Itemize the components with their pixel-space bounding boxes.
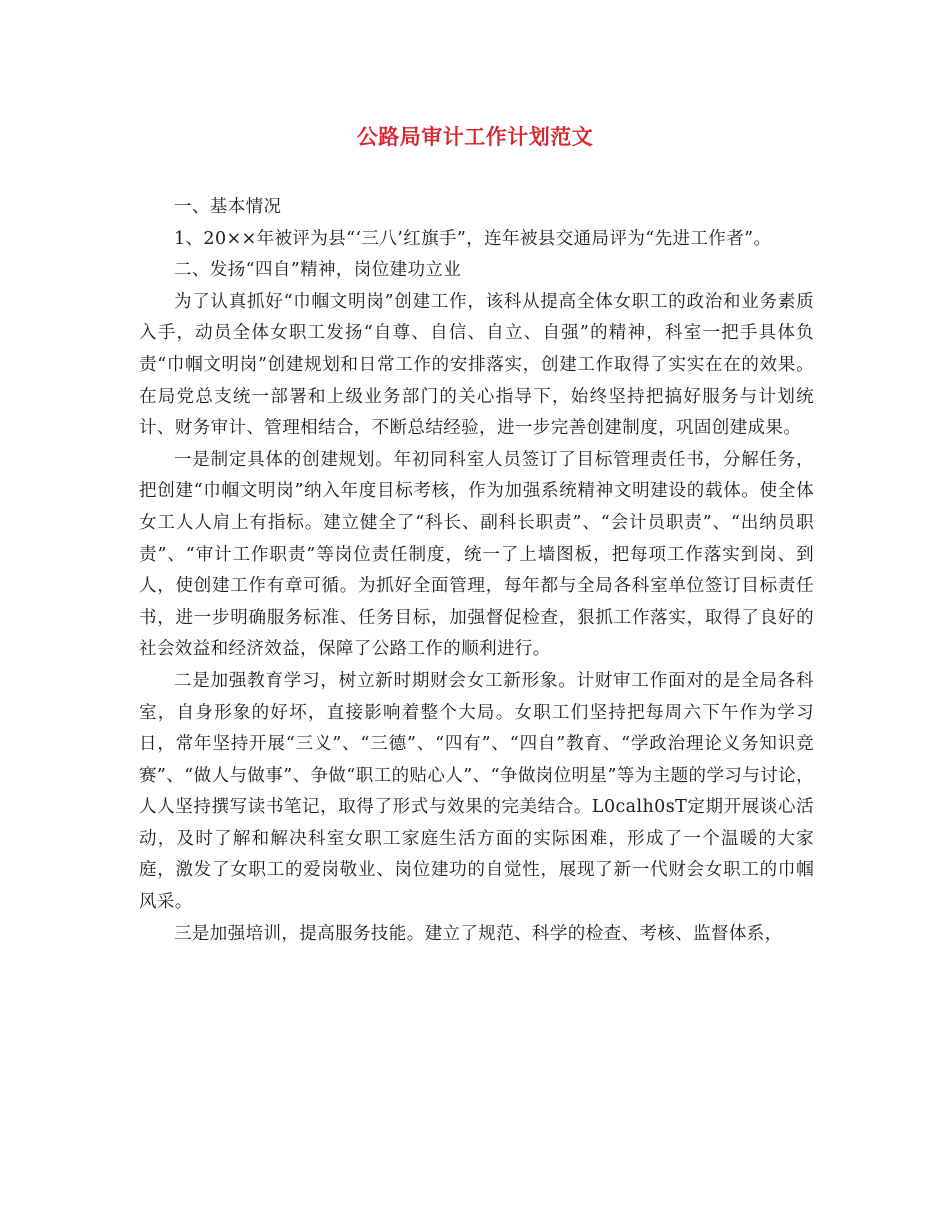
paragraph-award: 1、20××年被评为县“‘三八’红旗手”，连年被县交通局评为“先进工作者”。 <box>174 228 772 249</box>
paragraph-creation-work: 为了认真抓好“巾帼文明岗”创建工作，该科从提高全体女职工的政治和业务素质入手，动员全体女职工发扬“自尊、自信、自立、自强”的精神，科室一把手具体负责“巾帼文明岗”创建规划和日常工作的安排落实，创建工作取得了实实在在的效果。在局党总支统一部署和上级业务部门的关心指导下，始终坚持把搞好服务与计划统计、财务审计、管理相结合，不断总结经验，进一步完善创建制度，巩固创建成果。 <box>139 291 814 439</box>
document-body <box>139 192 814 950</box>
paragraph-training: 三是加强培训，提高服务技能。建立了规范、科学的检查、考核、监督体系， <box>174 923 783 944</box>
paragraph-education: 二是加强教育学习，树立新时期财会女工新形象。计财审工作面对的是全局各科室，自身形象的好坏，直接影响着整个大局。女职工们坚持把每周六下午作为学习日，常年坚持开展“三义”、“三德”、“四有”、“四自”教育、“学政治理论义务知识竞赛”、“做人与做事”、争做“职工的贴心人”、“争做岗位明星”等为主题的学习与讨论，人人坚持撰写读书笔记，取得了形式与效果的完美结合。L0calh0sT定期开展谈心活动，及时了解和解决科室女职工家庭生活方面的实际困难，形成了一个温暖的大家庭，激发了女职工的爱岗敬业、岗位建功的自觉性，展现了新一代财会女职工的巾帼风采。 <box>139 670 814 913</box>
paragraph-planning: 一是制定具体的创建规划。年初同科室人员签订了目标管理责任书，分解任务，把创建“巾帼文明岗”纳入年度目标考核，作为加强系统精神文明建设的载体。使全体女工人人肩上有指标。建立健全了“科长、副科长职责”、“会计员职责”、“出纳员职责”、“审计工作职责”等岗位责任制度，统一了上墙图板，把每项工作落实到岗、到人，使创建工作有章可循。为抓好全面管理，每年都与全局各科室单位签订目标责任书，进一步明确服务标准、任务目标，加强督促检查，狠抓工作落实，取得了良好的社会效益和经济效益，保障了公路工作的顺利进行。 <box>139 449 814 660</box>
section-heading-basic-info: 一、基本情况 <box>174 197 282 217</box>
section-heading-spirit: 二、发扬“四自”精神，岗位建功立业 <box>174 260 462 281</box>
document-title: 公路局审计工作计划范文 <box>356 124 594 149</box>
